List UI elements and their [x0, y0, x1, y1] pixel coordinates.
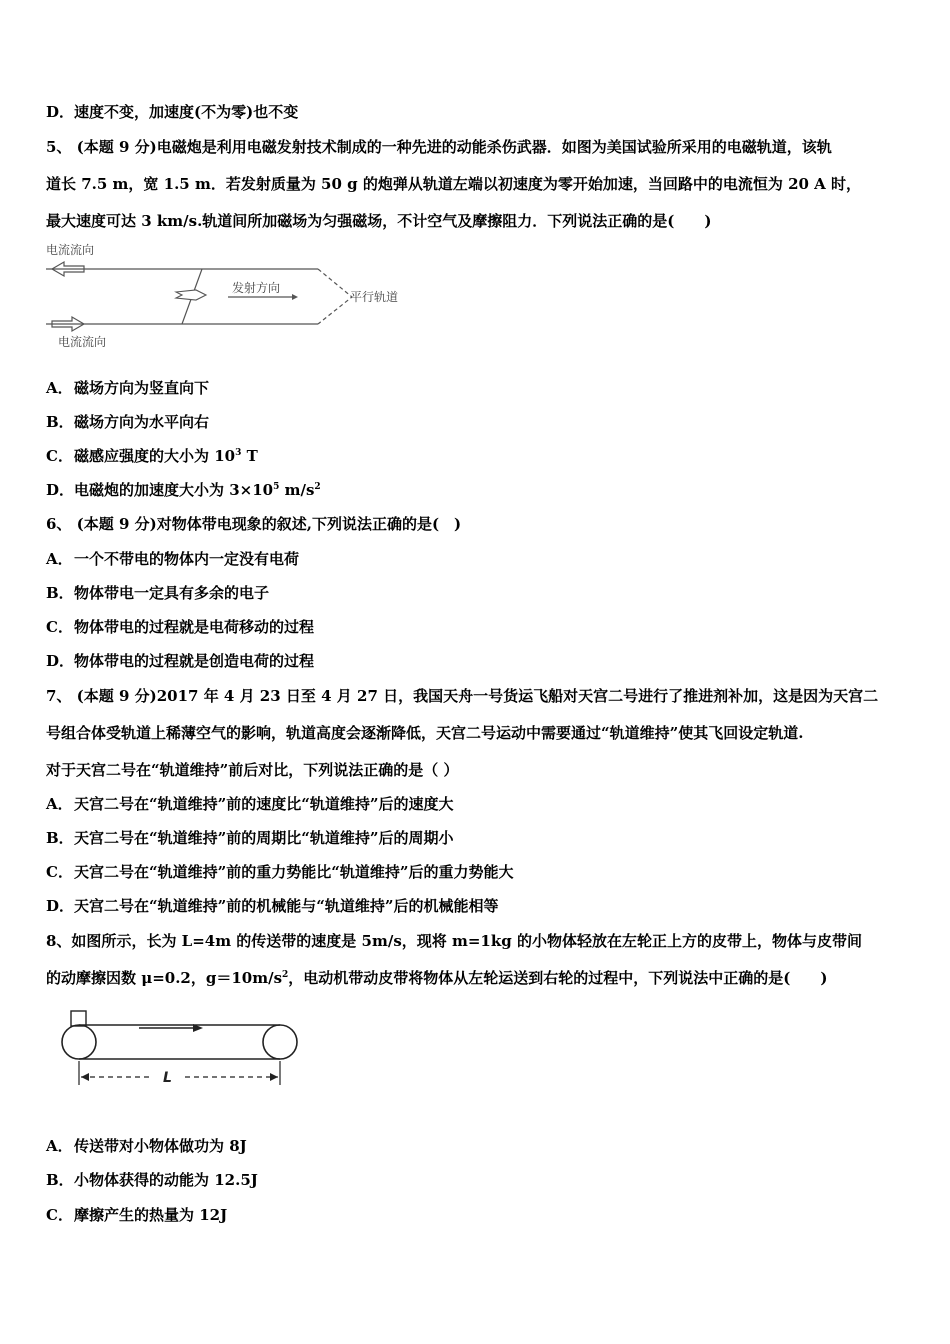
- option-letter: C．: [46, 618, 73, 636]
- option-letter: B．: [46, 829, 74, 847]
- option-letter: A．: [46, 550, 73, 568]
- left-wheel: [62, 1025, 96, 1059]
- q8-option-c: [46, 1205, 227, 1225]
- arrow-right-head-icon: [270, 1073, 278, 1081]
- option-letter: B．: [46, 1171, 74, 1189]
- rail-extension-dashed: [318, 269, 352, 324]
- option-text: 摩擦产生的热量为 12J: [74, 1206, 228, 1224]
- option-text: 物体带电一定具有多余的电子: [74, 584, 270, 602]
- length-label: L: [163, 1070, 172, 1086]
- q5-option-d: [46, 480, 321, 500]
- q5-rail-gun-figure: [40, 240, 420, 355]
- option-text: 天宫二号在“轨道维持”前的速度比“轨道维持”后的速度大: [74, 795, 454, 813]
- option-letter: A．: [46, 795, 73, 813]
- q8-stem-line1: 8、如图所示，长为 L=4m 的传送带的速度是 5m/s，现将 m=1kg 的小物体轻放在左轮正上方的皮带上，物体与皮带间: [46, 932, 862, 950]
- superscript: 2: [282, 970, 289, 980]
- option-letter: D．: [46, 481, 75, 499]
- option-text: 电磁炮的加速度大小为 3×10: [74, 481, 274, 499]
- q7-stem-line2: 号组合体受轨道上稀薄空气的影响，轨道高度会逐渐降低，天宫二号运动中需要通过“轨道维持”使其飞回设定轨道.: [46, 724, 804, 742]
- option-letter: B．: [46, 413, 74, 431]
- option-text: 物体带电的过程就是电荷移动的过程: [74, 618, 315, 636]
- option-text: 传送带对小物体做功为 8J: [74, 1137, 247, 1155]
- option-text: 小物体获得的动能为 12.5J: [74, 1171, 258, 1189]
- arrow-right-icon: [292, 294, 298, 300]
- option-letter: C．: [46, 447, 73, 465]
- q6-option-d: [46, 651, 314, 671]
- option-text-unit: m/s: [279, 481, 315, 499]
- q6-stem: 6、 (本题 9 分)对物体带电现象的叙述,下列说法正确的是( ): [46, 515, 462, 533]
- q6-option-c: [46, 617, 314, 637]
- option-text: 磁感应强度的大小为 10: [74, 447, 236, 465]
- current-direction-bottom-label: 电流流向: [58, 335, 107, 349]
- superscript: 2: [314, 482, 321, 492]
- option-letter: D．: [46, 103, 75, 121]
- q7-stem-line3: 对于天宫二号在“轨道维持”前后对比，下列说法正确的是（ ）: [46, 761, 459, 779]
- option-text: 物体带电的过程就是创造电荷的过程: [74, 652, 315, 670]
- option-letter: A．: [46, 379, 73, 397]
- option-text-unit: T: [241, 447, 258, 465]
- option-letter: D．: [46, 652, 75, 670]
- option-text: 一个不带电的物体内一定没有电荷: [74, 550, 300, 568]
- q8-conveyor-belt-figure: [55, 1005, 315, 1095]
- q7-option-c: [46, 862, 514, 882]
- option-text: 天宫二号在“轨道维持”前的机械能与“轨道维持”后的机械能相等: [74, 897, 499, 915]
- q7-option-b: [46, 828, 454, 848]
- q6-option-a: [46, 549, 299, 569]
- stem-text: 的动摩擦因数 μ=0.2，g＝10m/s: [46, 969, 283, 987]
- stem-text-rest: ，电动机带动皮带将物体从左轮运送到右轮的过程中，下列说法中正确的是( ): [288, 969, 828, 987]
- option-letter: D．: [46, 897, 75, 915]
- small-object-block: [71, 1011, 86, 1026]
- option-text: 磁场方向为水平向右: [74, 413, 210, 431]
- superscript: 5: [273, 482, 280, 492]
- q8-option-b: [46, 1170, 258, 1190]
- option-text: 磁场方向为竖直向下: [74, 379, 210, 397]
- parallel-rails-label: 平行轨道: [350, 290, 399, 304]
- q5-option-b: [46, 412, 209, 432]
- q7-option-a: [46, 794, 454, 814]
- q5-stem-line1: 5、 (本题 9 分)电磁炮是利用电磁发射技术制成的一种先进的动能杀伤武器．如图为美国试验所采用的电磁轨道，该轨: [46, 138, 832, 156]
- right-wheel: [263, 1025, 297, 1059]
- q6-option-b: [46, 583, 269, 603]
- q8-stem-line2: [46, 968, 828, 988]
- option-letter: B．: [46, 584, 74, 602]
- arrow-left-icon: [81, 1073, 89, 1081]
- q5-option-a: [46, 378, 209, 398]
- option-letter: C．: [46, 863, 73, 881]
- q5-option-c: [46, 446, 258, 466]
- q8-option-a: [46, 1136, 247, 1156]
- launch-direction-label: 发射方向: [232, 281, 281, 295]
- q4-option-d: [46, 102, 298, 122]
- option-text: 天宫二号在“轨道维持”前的周期比“轨道维持”后的周期小: [74, 829, 454, 847]
- q7-stem-line1: 7、 (本题 9 分)2017 年 4 月 23 日至 4 月 27 日，我国天舟一号货运飞船对天宫二号进行了推进剂补加，这是因为天宫二: [46, 687, 879, 705]
- projectile-icon: [176, 290, 206, 300]
- superscript: 3: [235, 448, 242, 458]
- option-text: 速度不变，加速度(不为零)也不变: [74, 103, 299, 121]
- q5-stem-line2: 道长 7.5 m，宽 1.5 m．若发射质量为 50 g 的炮弹从轨道左端以初速度为零开始加速，当回路中的电流恒为 20 A 时，: [46, 175, 862, 193]
- option-text: 天宫二号在“轨道维持”前的重力势能比“轨道维持”后的重力势能大: [74, 863, 514, 881]
- current-direction-top-label: 电流流向: [46, 243, 95, 257]
- q7-option-d: [46, 896, 499, 916]
- q5-stem-line3: 最大速度可达 3 km/s.轨道间所加磁场为匀强磁场，不计空气及摩擦阻力．下列说法正确的是( ): [46, 212, 712, 230]
- option-letter: C．: [46, 1206, 73, 1224]
- option-letter: A．: [46, 1137, 73, 1155]
